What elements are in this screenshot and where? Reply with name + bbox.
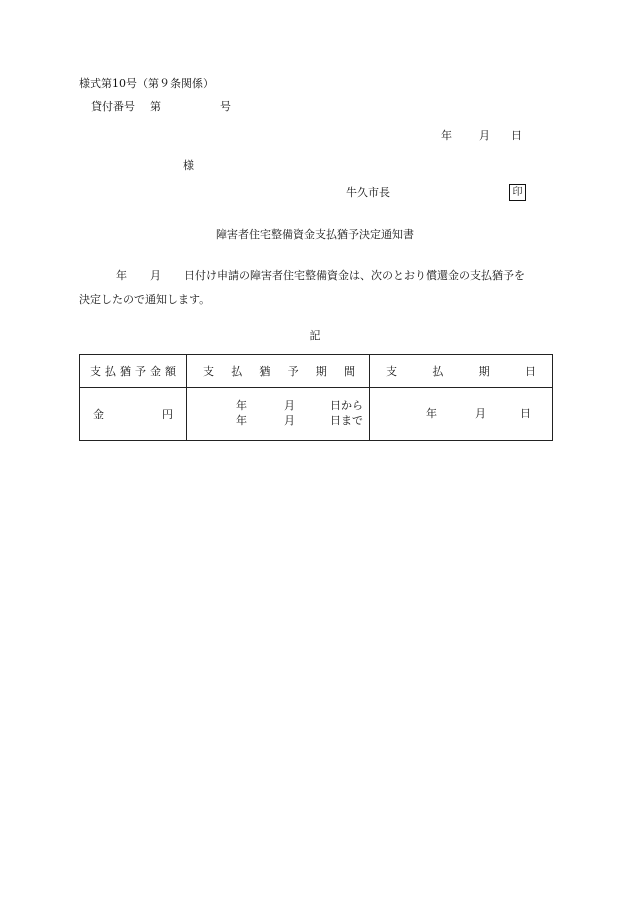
loan-number-label: 貸付番号 bbox=[91, 100, 135, 113]
document-title: 障害者住宅整備資金支払猶予決定通知書 bbox=[216, 228, 414, 241]
date-day: 日 bbox=[511, 129, 522, 142]
period-to-year: 年 bbox=[236, 414, 247, 427]
amount-cell bbox=[80, 388, 187, 441]
period-from-day: 日から bbox=[330, 399, 363, 412]
issuer-name: 牛久市長 bbox=[346, 186, 390, 199]
date-year: 年 bbox=[441, 129, 452, 142]
header-pay-date: 支 払 期 日 bbox=[370, 355, 553, 388]
body-line-2: 決定したので通知します。 bbox=[79, 293, 211, 306]
table-value-row bbox=[80, 388, 553, 441]
body-line-1-text: 日付け申請の障害者住宅整備資金は、次のとおり償還金の支払猶予を bbox=[184, 269, 525, 282]
recipient-honorific: 様 bbox=[183, 159, 194, 172]
loan-number-prefix: 第 bbox=[150, 100, 161, 113]
table-header-row bbox=[80, 355, 553, 388]
pay-year: 年 bbox=[426, 407, 437, 420]
payment-table bbox=[79, 354, 553, 441]
header-amount: 支 払 猶 予 金 額 bbox=[80, 355, 187, 388]
period-cell bbox=[187, 388, 370, 441]
pay-date-cell bbox=[370, 388, 553, 441]
period-to-day: 日まで bbox=[330, 414, 363, 427]
loan-number-suffix: 号 bbox=[220, 100, 231, 113]
period-from-year: 年 bbox=[236, 399, 247, 412]
form-number: 様式第10号（第９条関係） bbox=[79, 77, 214, 90]
amount-prefix: 金 bbox=[93, 407, 104, 421]
amount-unit: 円 bbox=[162, 407, 173, 421]
pay-day: 日 bbox=[520, 407, 531, 420]
date-month: 月 bbox=[479, 129, 490, 142]
seal-mark: 印 bbox=[509, 184, 526, 201]
period-to-month: 月 bbox=[284, 414, 295, 427]
ki-heading: 記 bbox=[309, 329, 321, 342]
period-from-month: 月 bbox=[284, 399, 295, 412]
body-month: 月 bbox=[150, 269, 161, 282]
header-period: 支 払 猶 予 期 間 bbox=[187, 355, 370, 388]
body-year: 年 bbox=[116, 269, 127, 282]
pay-month: 月 bbox=[475, 407, 486, 420]
